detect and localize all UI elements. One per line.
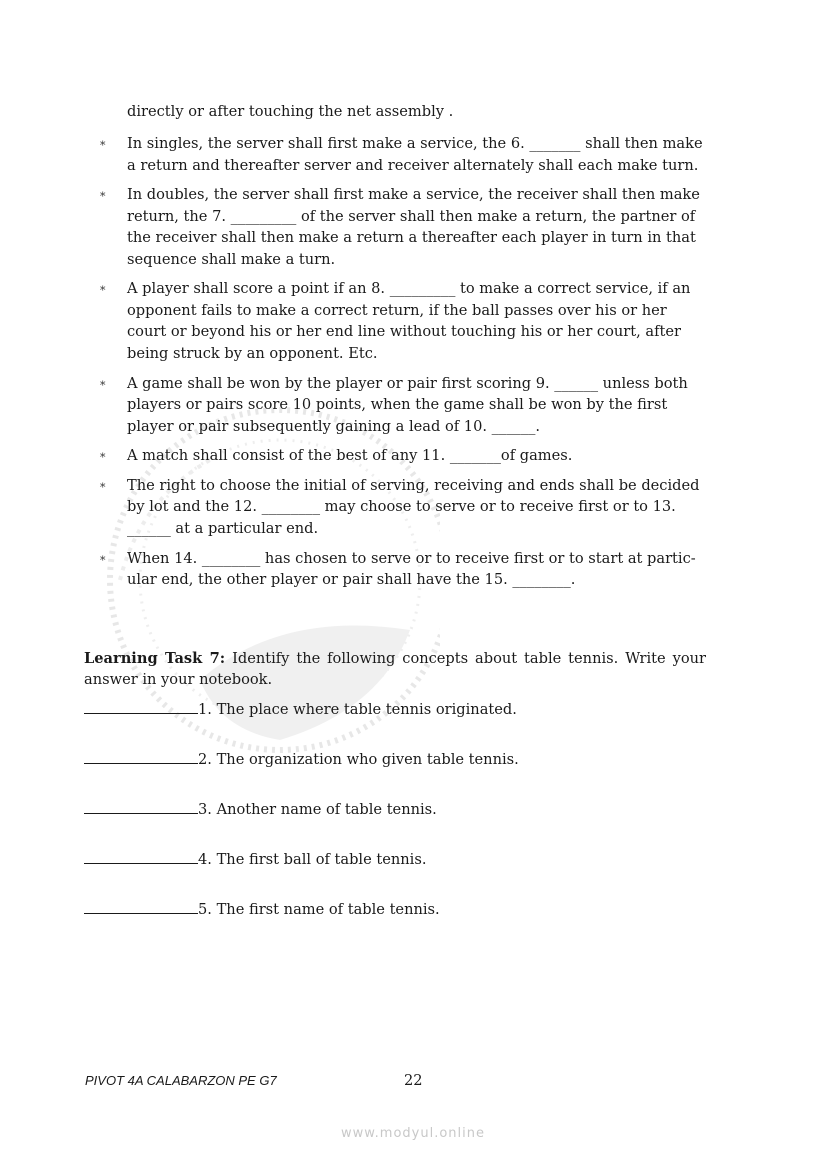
learning-task-heading (84, 648, 706, 690)
answer-question: 4. The first ball of table tennis. (198, 851, 427, 868)
list-item (96, 133, 708, 176)
list-item-text: A game shall be won by the player or pair first scoring 9. ______ unless both players or pairs score 10 points, when the game shall be won by the first player or pair subsequently gaining a lead of 10. ______. (127, 374, 688, 435)
intro-continuation: directly or after touching the net assembly . (127, 103, 454, 120)
answer-item (84, 848, 706, 898)
answer-question: 5. The first name of table tennis. (198, 901, 440, 918)
asterisk-icon: * (100, 451, 106, 465)
answer-item (84, 798, 706, 848)
list-item-text: The right to choose the initial of serving, receiving and ends shall be decided by lot and the 12. ________ may choose to serve or to receive first or to 13. ______ at a particular end. (127, 476, 700, 537)
list-item (96, 278, 708, 364)
answer-blank (84, 848, 198, 864)
task-instruction: Identify the following concepts about table tennis. Write your answer in your notebook. (84, 650, 707, 688)
list-item-text: A match shall consist of the best of any 11. _______of games. (127, 447, 573, 465)
answer-blank (84, 748, 198, 764)
list-item-text: In singles, the server shall first make a service, the 6. _______ shall then make a return and thereafter server and receiver alternately shall each make turn. (127, 135, 703, 174)
list-item (96, 373, 708, 438)
asterisk-icon: * (100, 284, 106, 298)
asterisk-icon: * (100, 378, 106, 392)
list-item (96, 184, 708, 270)
page-number: 22 (404, 1072, 423, 1089)
site-watermark: www.modyul.online (340, 1126, 486, 1141)
asterisk-icon: * (100, 480, 106, 494)
answer-item (84, 748, 706, 798)
answer-blank (84, 898, 198, 914)
list-item-text: In doubles, the server shall first make a service, the receiver shall then make return, the 7. _________ of the server shall then make a return, the partner of the receiver shall then make a return a thereafter each player in turn in that sequence shall make a turn. (127, 186, 700, 268)
asterisk-icon: * (100, 553, 106, 567)
list-item-text: When 14. ________ has chosen to serve or to receive first or to start at partic-ular end, the other player or pair shall have the 15. ________. (127, 549, 696, 589)
list-item (96, 475, 708, 540)
rules-list (96, 133, 708, 599)
answer-list (84, 698, 706, 948)
answer-item (84, 698, 706, 748)
list-item (96, 548, 708, 591)
answer-blank (84, 798, 198, 814)
answer-question: 1. The place where table tennis originated. (198, 701, 517, 718)
answer-question: 3. Another name of table tennis. (198, 801, 437, 818)
footer-module-title: PIVOT 4A CALABARZON PE G7 (85, 1073, 277, 1088)
task-label: Learning Task 7: (84, 650, 226, 667)
answer-question: 2. The organization who given table tennis. (198, 751, 519, 768)
asterisk-icon: * (100, 190, 106, 204)
answer-item (84, 898, 706, 948)
list-item (96, 445, 708, 467)
answer-blank (84, 698, 198, 714)
list-item-text: A player shall score a point if an 8. _________ to make a correct service, if an opponent fails to make a correct return, if the ball passes over his or her court or beyond his or her end line without touching his or her court, after being struck by an opponent. Etc. (127, 280, 691, 362)
asterisk-icon: * (100, 139, 106, 152)
